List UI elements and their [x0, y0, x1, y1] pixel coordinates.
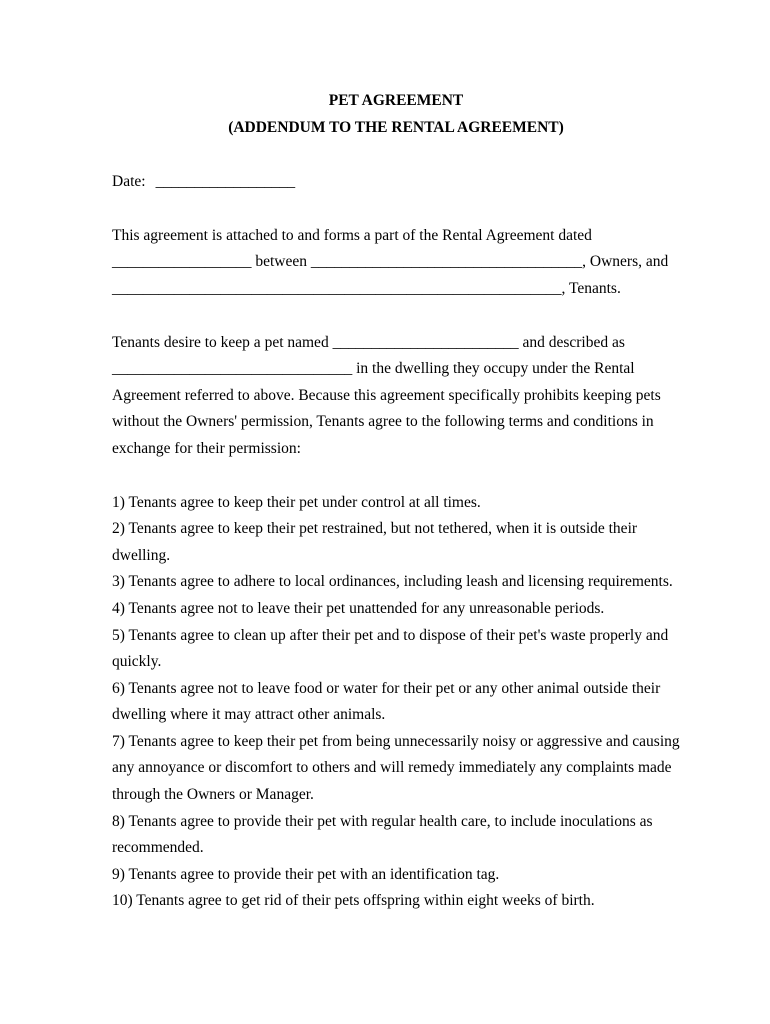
- term-item-2: 2) Tenants agree to keep their pet restrained, but not tethered, when it is outside their dwelling.: [112, 520, 638, 564]
- term-item-8: 8) Tenants agree to provide their pet with regular health care, to include inoculations as recommended.: [112, 812, 653, 857]
- term-item-4: 4) Tenants agree not to leave their pet unattended for any unreasonable periods.: [112, 599, 605, 617]
- date-line: [112, 169, 680, 196]
- date-blank-field[interactable]: __________________: [155, 173, 296, 191]
- title-line-1: PET AGREEMENT: [328, 92, 464, 109]
- term-item-3: 3) Tenants agree to adhere to local ordinances, including leash and licensing requirements.: [112, 573, 673, 591]
- agreement-intro-paragraph: This agreement is attached to and forms a part of the Rental Agreement dated __________________ between ___________________________________, Owners, and __________________________________________________________, Tenants.: [112, 226, 669, 297]
- document-title: [112, 88, 680, 141]
- pet-description-paragraph: Tenants desire to keep a pet named ________________________ and described as _______________________________ in the dwelling they occupy under the Rental Agreement referred to above. Because this agreement specifically prohibits keeping pets without the Owners' permission, Tenants agree to the following terms and conditions in exchange for their permission:: [112, 333, 661, 457]
- term-item-7: 7) Tenants agree to keep their pet from being unnecessarily noisy or aggressive and causing any annoyance or discomfort to others and will remedy immediately any complaints made through the Owners or Manager.: [112, 732, 680, 804]
- title-line-2: (ADDENDUM TO THE RENTAL AGREEMENT): [228, 118, 564, 136]
- date-label: Date:: [112, 173, 146, 191]
- term-item-5: 5) Tenants agree to clean up after their pet and to dispose of their pet's waste properly and quickly.: [112, 626, 669, 671]
- term-item-10: 10) Tenants agree to get rid of their pets offspring within eight weeks of birth.: [112, 892, 595, 910]
- term-item-9: 9) Tenants agree to provide their pet with an identification tag.: [112, 865, 500, 883]
- term-item-1: 1) Tenants agree to keep their pet under control at all times.: [112, 493, 481, 511]
- term-item-6: 6) Tenants agree not to leave food or water for their pet or any other animal outside their dwelling where it may attract other animals.: [112, 679, 661, 724]
- terms-list: [112, 490, 680, 916]
